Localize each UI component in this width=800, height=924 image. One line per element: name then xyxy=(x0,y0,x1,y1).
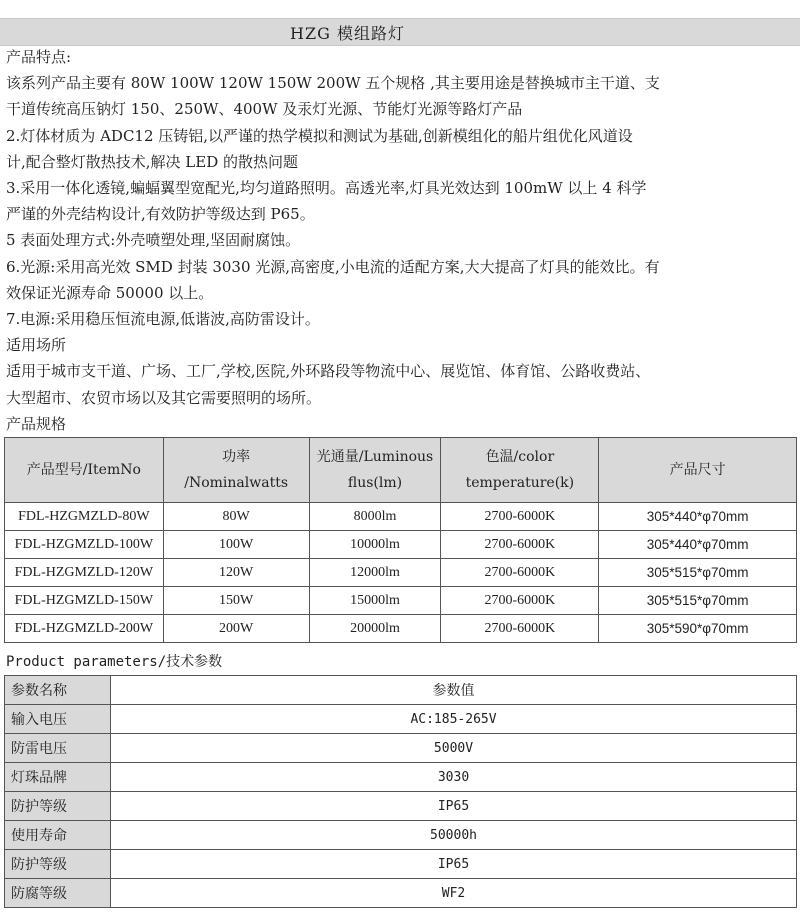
spec-header-row xyxy=(5,438,797,503)
feature-line: 3.采用一体化透镜,蝙蝠翼型宽配光,均匀道路照明。高透光率,灯具光效达到 100mW 以上 4 科学 xyxy=(6,179,647,198)
flux-cell: 15000lm xyxy=(309,587,441,615)
table-row xyxy=(5,531,797,559)
param-name-cell: 防护等级 xyxy=(5,850,111,879)
model-cell: FDL-HZGMZLD-150W xyxy=(5,587,164,615)
model-cell: FDL-HZGMZLD-100W xyxy=(5,531,164,559)
table-row xyxy=(5,763,797,792)
color-temp-cell: 2700-6000K xyxy=(441,615,599,643)
param-value-cell: WF2 xyxy=(111,879,797,908)
size-cell: 305*515*φ70mm xyxy=(599,559,797,587)
size-cell: 305*440*φ70mm xyxy=(599,503,797,531)
power-cell: 120W xyxy=(163,559,309,587)
page-title: HZG 模组路灯 xyxy=(290,24,405,43)
param-name-cell: 防护等级 xyxy=(5,792,111,821)
spec-heading: 产品规格 xyxy=(6,414,67,433)
params-heading: Product parameters/技术参数 xyxy=(6,654,223,670)
spec-header-size: 产品尺寸 xyxy=(599,438,797,503)
table-row xyxy=(5,821,797,850)
feature-line: 效保证光源寿命 50000 以上。 xyxy=(6,283,214,302)
feature-line: 6.光源:采用高光效 SMD 封装 3030 光源,高密度,小电流的适配方案,大大提高了灯具的能效比。有 xyxy=(6,257,660,276)
model-cell: FDL-HZGMZLD-80W xyxy=(5,503,164,531)
flux-cell: 10000lm xyxy=(309,531,441,559)
param-name-cell: 防腐等级 xyxy=(5,879,111,908)
power-cell: 200W xyxy=(163,615,309,643)
application-line: 大型超市、农贸市场以及其它需要照明的场所。 xyxy=(6,388,322,407)
power-cell: 100W xyxy=(163,531,309,559)
table-row xyxy=(5,587,797,615)
feature-line: 7.电源:采用稳压恒流电源,低谐波,高防雷设计。 xyxy=(6,310,320,329)
size-cell: 305*590*φ70mm xyxy=(599,615,797,643)
description-section xyxy=(6,44,796,437)
model-cell: FDL-HZGMZLD-120W xyxy=(5,559,164,587)
color-temp-cell: 2700-6000K xyxy=(441,503,599,531)
flux-cell: 12000lm xyxy=(309,559,441,587)
spec-header-flux: 光通量/Luminous flus(lm) xyxy=(309,438,441,503)
param-value-header: 参数值 xyxy=(111,676,797,705)
color-temp-cell: 2700-6000K xyxy=(441,531,599,559)
flux-cell: 8000lm xyxy=(309,503,441,531)
size-cell: 305*440*φ70mm xyxy=(599,531,797,559)
spec-header-color-temp: 色温/color temperature(k) xyxy=(441,438,599,503)
application-line: 适用于城市支干道、广场、工厂,学校,医院,外环路段等物流中心、展览馆、体育馆、公路收费站、 xyxy=(6,362,651,381)
feature-line: 5 表面处理方式:外壳喷塑处理,坚固耐腐蚀。 xyxy=(6,231,301,250)
table-row xyxy=(5,850,797,879)
params-table xyxy=(4,675,797,908)
param-value-cell: AC:185-265V xyxy=(111,705,797,734)
features-heading: 产品特点: xyxy=(6,48,72,66)
flux-cell: 20000lm xyxy=(309,615,441,643)
param-name-cell: 输入电压 xyxy=(5,705,111,734)
table-row xyxy=(5,792,797,821)
param-name-cell: 灯珠品牌 xyxy=(5,763,111,792)
table-row xyxy=(5,615,797,643)
param-value-cell: 50000h xyxy=(111,821,797,850)
param-value-cell: 5000V xyxy=(111,734,797,763)
application-heading: 适用场所 xyxy=(6,336,67,355)
power-cell: 150W xyxy=(163,587,309,615)
color-temp-cell: 2700-6000K xyxy=(441,559,599,587)
feature-line: 该系列产品主要有 80W 100W 120W 150W 200W 五个规格 ,其主要用途是替换城市主干道、支 xyxy=(6,74,660,93)
table-row xyxy=(5,559,797,587)
param-value-cell: IP65 xyxy=(111,792,797,821)
param-value-cell: IP65 xyxy=(111,850,797,879)
param-value-cell: 3030 xyxy=(111,763,797,792)
feature-line: 严谨的外壳结构设计,有效防护等级达到 P65。 xyxy=(6,205,315,224)
params-header-row xyxy=(5,676,797,705)
table-row xyxy=(5,503,797,531)
feature-line: 干道传统高压钠灯 150、250W、400W 及汞灯光源、节能灯光源等路灯产品 xyxy=(6,100,523,119)
spec-table xyxy=(4,437,797,643)
title-bar xyxy=(0,18,800,46)
model-cell: FDL-HZGMZLD-200W xyxy=(5,615,164,643)
param-name-header: 参数名称 xyxy=(5,676,111,705)
spec-header-model: 产品型号/ItemNo xyxy=(5,438,164,503)
table-row xyxy=(5,879,797,908)
spec-header-power: 功率 /Nominalwatts xyxy=(163,438,309,503)
size-cell: 305*515*φ70mm xyxy=(599,587,797,615)
power-cell: 80W xyxy=(163,503,309,531)
table-row xyxy=(5,734,797,763)
feature-line: 计,配合整灯散热技术,解决 LED 的散热问题 xyxy=(6,152,299,171)
color-temp-cell: 2700-6000K xyxy=(441,587,599,615)
param-name-cell: 防雷电压 xyxy=(5,734,111,763)
table-row xyxy=(5,705,797,734)
param-name-cell: 使用寿命 xyxy=(5,821,111,850)
feature-line: 2.灯体材质为 ADC12 压铸铝,以严谨的热学模拟和测试为基础,创新模组化的船片组优化风道设 xyxy=(6,126,633,145)
